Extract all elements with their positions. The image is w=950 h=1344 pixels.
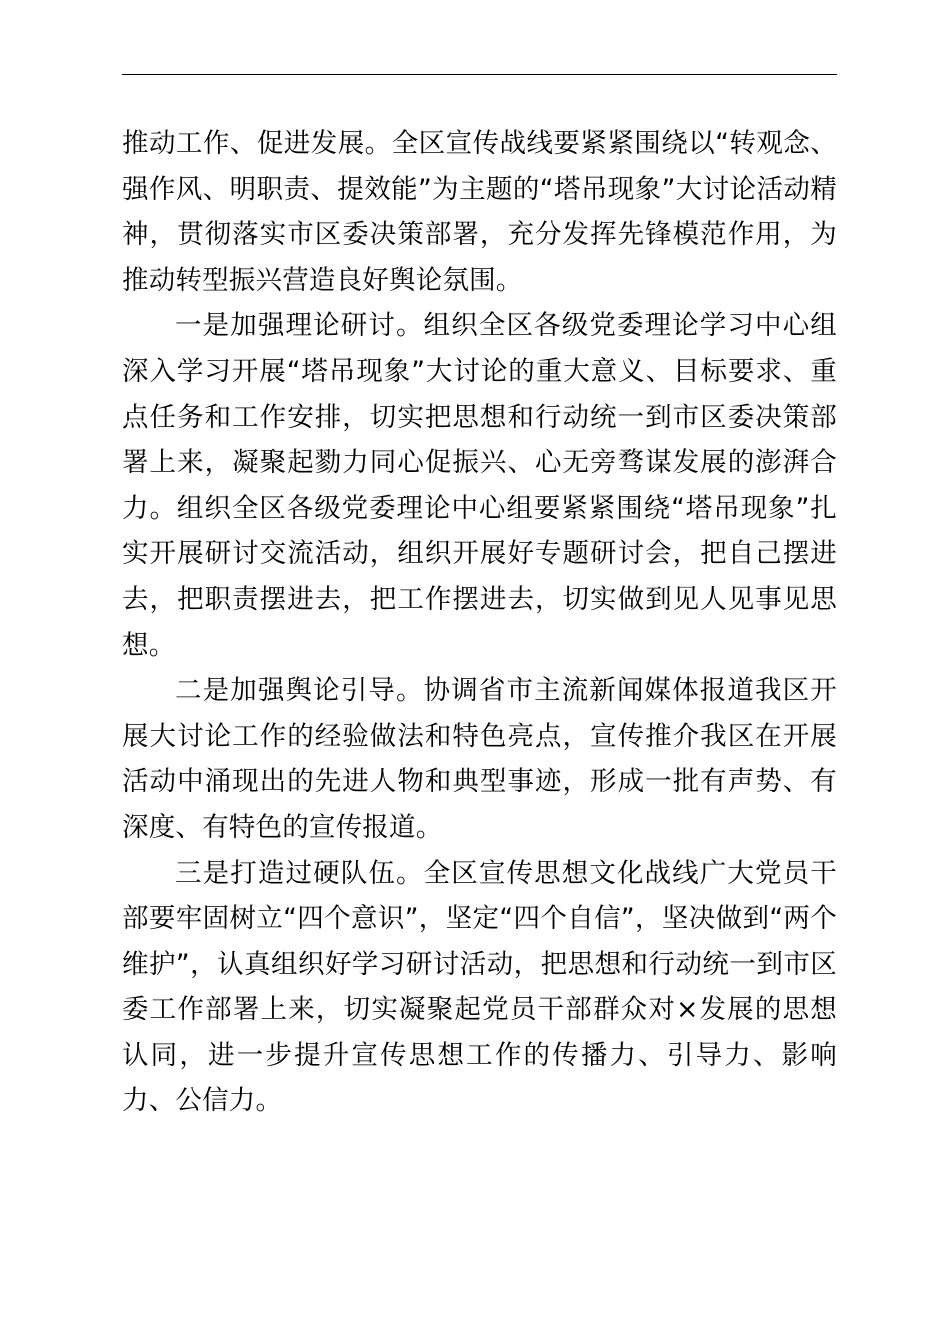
paragraph-team-building: 三是打造过硬队伍。全区宣传思想文化战线广大党员干部要牢固树立“四个意识”，坚定“四个自信”，坚决做到“两个维护”，认真组织好学习研讨活动，把思想和行动统一到市区委工作部署上来，切实凝聚起党员干部群众对×发展的思想认同，进一步提升宣传思想工作的传播力、引导力、影响力、公信力。: [122, 857, 837, 1117]
paragraph-theory-study: 一是加强理论研讨。组织全区各级党委理论学习中心组深入学习开展“塔吊现象”大讨论的重大意义、目标要求、重点任务和工作安排，切实把思想和行动统一到市区委决策部署上来，凝聚起勠力同心促振兴、心无旁骛谋发展的澎湃合力。组织全区各级党委理论中心组要紧紧围绕“塔吊现象”扎实开展研讨交流活动，组织开展好专题研讨会，把自己摆进去，把职责摆进去，把工作摆进去，切实做到见人见事见思想。: [122, 310, 837, 661]
paragraph-intro-continuation: 推动工作、促进发展。全区宣传战线要紧紧围绕以“转观念、强作风、明职责、提效能”为主题的“塔吊现象”大讨论活动精神，贯彻落实市区委决策部署，充分发挥先锋模范作用，为推动转型振兴营造良好舆论氛围。: [122, 128, 837, 296]
document-body: [122, 121, 837, 1124]
paragraph-public-opinion: 二是加强舆论引导。协调省市主流新闻媒体报道我区开展大讨论工作的经验做法和特色亮点，宣传推介我区在开展活动中涌现出的先进人物和典型事迹，形成一批有声势、有深度、有特色的宣传报道。: [122, 675, 837, 843]
header-rule: [122, 74, 837, 75]
